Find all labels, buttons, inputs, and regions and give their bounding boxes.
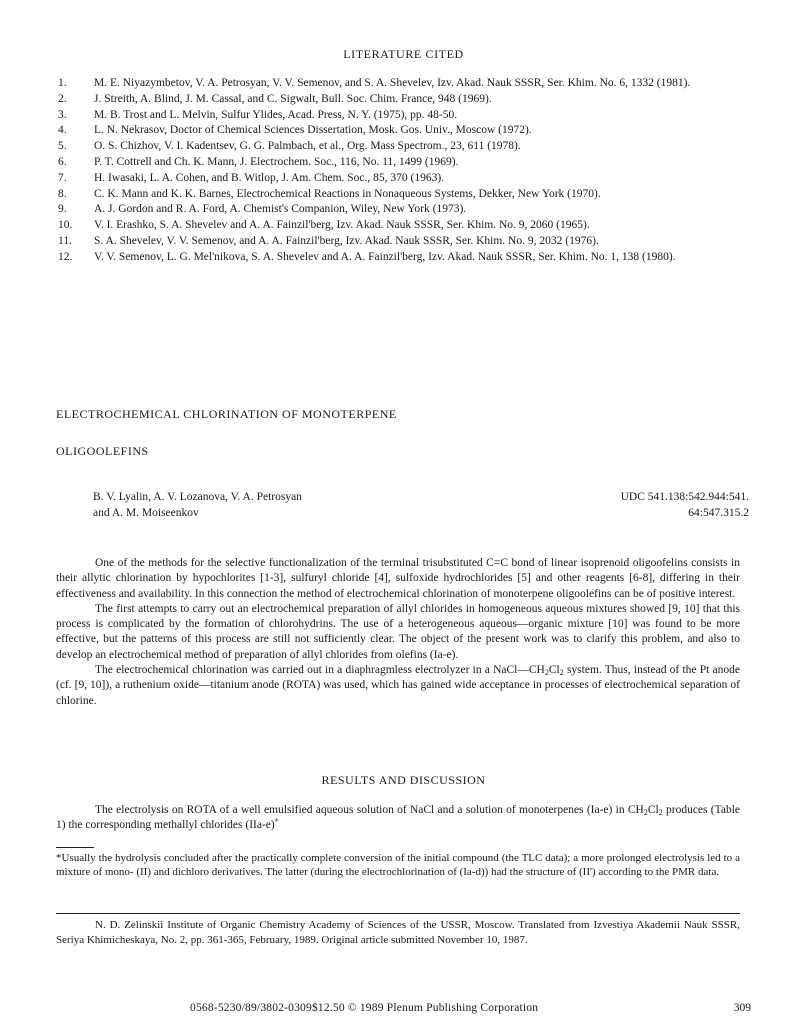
reference-item xyxy=(40,108,760,123)
reference-number: 9. xyxy=(58,203,67,216)
reference-list xyxy=(40,76,760,266)
reference-text: J. Streith, A. Blind, J. M. Cassal, and C. Sigwalt, Bull. Soc. Chim. France, 948 (1969). xyxy=(94,92,492,105)
reference-text: M. E. Niyazymbetov, V. A. Petrosyan, V. V. Semenov, and S. A. Shevelev, Izv. Akad. Nauk SSSR, Ser. Khim. No. 6, 1332 (1981). xyxy=(94,77,691,89)
results-body xyxy=(56,803,740,834)
authors-line2: and A. M. Moiseenkov xyxy=(93,506,199,519)
literature-cited-heading: LITERATURE CITED xyxy=(343,47,464,61)
reference-text: P. T. Cottrell and Ch. K. Mann, J. Electrochem. Soc., 116, No. 11, 1499 (1969). xyxy=(94,155,459,168)
udc-block xyxy=(529,490,749,521)
reference-number: 3. xyxy=(58,108,67,121)
page-number: 309 xyxy=(733,1002,751,1014)
paragraph-4-text-b: Cl xyxy=(647,804,659,816)
reference-item xyxy=(40,171,760,186)
reference-text: V. V. Semenov, L. G. Mel'nikova, S. A. Shevelev and A. A. Fainzil'berg, Izv. Akad. Nauk SSSR, Ser. Khim. No. 1, 138 (1980). xyxy=(94,250,676,263)
authors-line1: B. V. Lyalin, A. V. Lozanova, V. A. Petrosyan xyxy=(93,491,302,503)
reference-number: 8. xyxy=(58,187,67,200)
reference-text: H. Iwasaki, L. A. Cohen, and B. Witlop, J. Am. Chem. Soc., 85, 370 (1963). xyxy=(94,171,445,184)
reference-text: C. K. Mann and K. K. Barnes, Electrochemical Reactions in Nonaqueous Systems, Dekker, New York (1970). xyxy=(94,187,601,200)
reference-number: 12. xyxy=(58,250,73,263)
reference-item xyxy=(40,123,760,138)
reference-item xyxy=(40,250,760,265)
paragraph-1: One of the methods for the selective functionalization of the terminal trisubstituted C=C bond of linear isoprenoid oligoofelins consists in their allytic chlorination by hypochlorites [1-3], sulfuryl chloride [4], sulfoxide hydrochlorides [5] and other reagents [6-8], differing in their effectiveness and availability. In this connection the method of electrochemical chlorination of monoterpene oligoolefins can be of positive interest. xyxy=(56,557,740,600)
reference-item xyxy=(40,218,760,233)
reference-number: 11. xyxy=(58,234,72,247)
paragraph-4-text-c: produces (Table 1) the corresponding methallyl chlorides (IIa-e) xyxy=(56,804,741,832)
reference-text: S. A. Shevelev, V. V. Semenov, and A. A. Fainzil'berg, Izv. Akad. Nauk SSSR, Ser. Khim. No. 9, 2032 (1976). xyxy=(94,234,599,247)
reference-text: O. S. Chizhov, V. I. Kadentsev, G. G. Palmbach, et al., Org. Mass Spectrom., 23, 611 (1978). xyxy=(94,140,521,153)
reference-number: 6. xyxy=(58,155,67,168)
footnote-text: *Usually the hydrolysis concluded after the practically complete conversion of the initial compound (the TLC data); a more prolonged electrolysis led to a mixture of mono- (II) and dichloro derivatives. The latter (during the electrochlorination of (Ia-d)) had the structure of (II') according to the PMR data. xyxy=(56,852,740,879)
institution-note-text: N. D. Zelinskii Institute of Organic Chemistry Academy of Sciences of the USSR, Moscow. Translated from Izvestiya Akademii Nauk SSSR, Seriya Khimicheskaya, No. 2, pp. 361-365, February, 1989. Original article submitted November 10, 1987. xyxy=(56,919,740,946)
reference-number: 2. xyxy=(58,92,67,105)
reference-item xyxy=(40,76,760,91)
introduction-body xyxy=(56,556,740,709)
subscript: 2 xyxy=(643,808,648,817)
institution-note xyxy=(56,918,740,948)
reference-text: M. B. Trost and L. Melvin, Sulfur Ylides, Acad. Press, N. Y. (1975), pp. 48-50. xyxy=(94,108,458,121)
paragraph-3 xyxy=(56,663,740,709)
reference-item xyxy=(40,187,760,202)
reference-item xyxy=(40,139,760,154)
institution-divider xyxy=(56,913,740,914)
paragraph-3-text-c: system. Thus, instead of the Pt anode (cf. [9, 10]), a ruthenium oxide—titanium anode (ROTA) was used, which has gained wide acceptance in processes of electrochemical separation of chlorine. xyxy=(56,664,740,707)
reference-number: 10. xyxy=(58,219,73,232)
reference-number: 1. xyxy=(58,77,67,89)
reference-number: 4. xyxy=(58,124,67,137)
reference-text: L. N. Nekrasov, Doctor of Chemical Sciences Dissertation, Mosk. Gos. Univ., Moscow (1972). xyxy=(94,124,532,137)
subscript: 2 xyxy=(544,668,549,678)
paragraph-3-text-b: Cl xyxy=(548,664,560,677)
reference-number: 7. xyxy=(58,171,67,184)
authors-block xyxy=(93,490,513,521)
reference-text: A. J. Gordon and R. A. Ford, A. Chemist's Companion, Wiley, New York (1973). xyxy=(94,203,467,216)
paragraph-3-text-a: The electrochemical chlorination was carried out in a diaphragmless electrolyzer in a NaCl—CH xyxy=(95,664,545,677)
copyright-line: 0568-5230/89/3802-0309$12.50 © 1989 Plenum Publishing Corporation xyxy=(190,1002,539,1014)
article-title-line2: OLIGOOLEFINS xyxy=(56,444,149,458)
subscript: 2 xyxy=(658,808,663,817)
udc-line1: UDC 541.138:542.944:541. xyxy=(620,491,749,503)
reference-item xyxy=(40,202,760,217)
results-heading: RESULTS AND DISCUSSION xyxy=(321,773,486,787)
reference-text: V. I. Erashko, S. A. Shevelev and A. A. Fainzil'berg, Izv. Akad. Nauk SSSR, Ser. Khim. No. 9, 2060 (1965). xyxy=(94,219,590,232)
reference-item xyxy=(40,92,760,107)
footnote-divider xyxy=(56,847,94,848)
paragraph-4-text-a: The electrolysis on ROTA of a well emulsified aqueous solution of NaCl and a solution of monoterpenes (Ia-e) in CH xyxy=(95,804,644,816)
article-title-line1: ELECTROCHEMICAL CHLORINATION OF MONOTERPENE xyxy=(56,407,397,421)
reference-item xyxy=(40,155,760,170)
udc-line2: 64:547.315.2 xyxy=(688,506,749,519)
paragraph-4 xyxy=(56,803,740,834)
footnote-marker: * xyxy=(274,817,279,827)
reference-item xyxy=(40,234,760,249)
paragraph-2: The first attempts to carry out an electrochemical preparation of allyl chlorides in homogeneous aqueous mixtures showed [9, 10] that this process is complicated by the formation of chlorohydrins. The use of a heterogeneous aqueous—organic mixture [10] was found to be more effective, but the patterns of this process are still not sufficiently clear. The object of the present work was to clarify this problem, and also to develop an electrochemical method of preparation of allyl chlorides from olefins (Ia-e). xyxy=(56,602,740,661)
subscript: 2 xyxy=(559,668,564,678)
reference-number: 5. xyxy=(58,140,67,153)
